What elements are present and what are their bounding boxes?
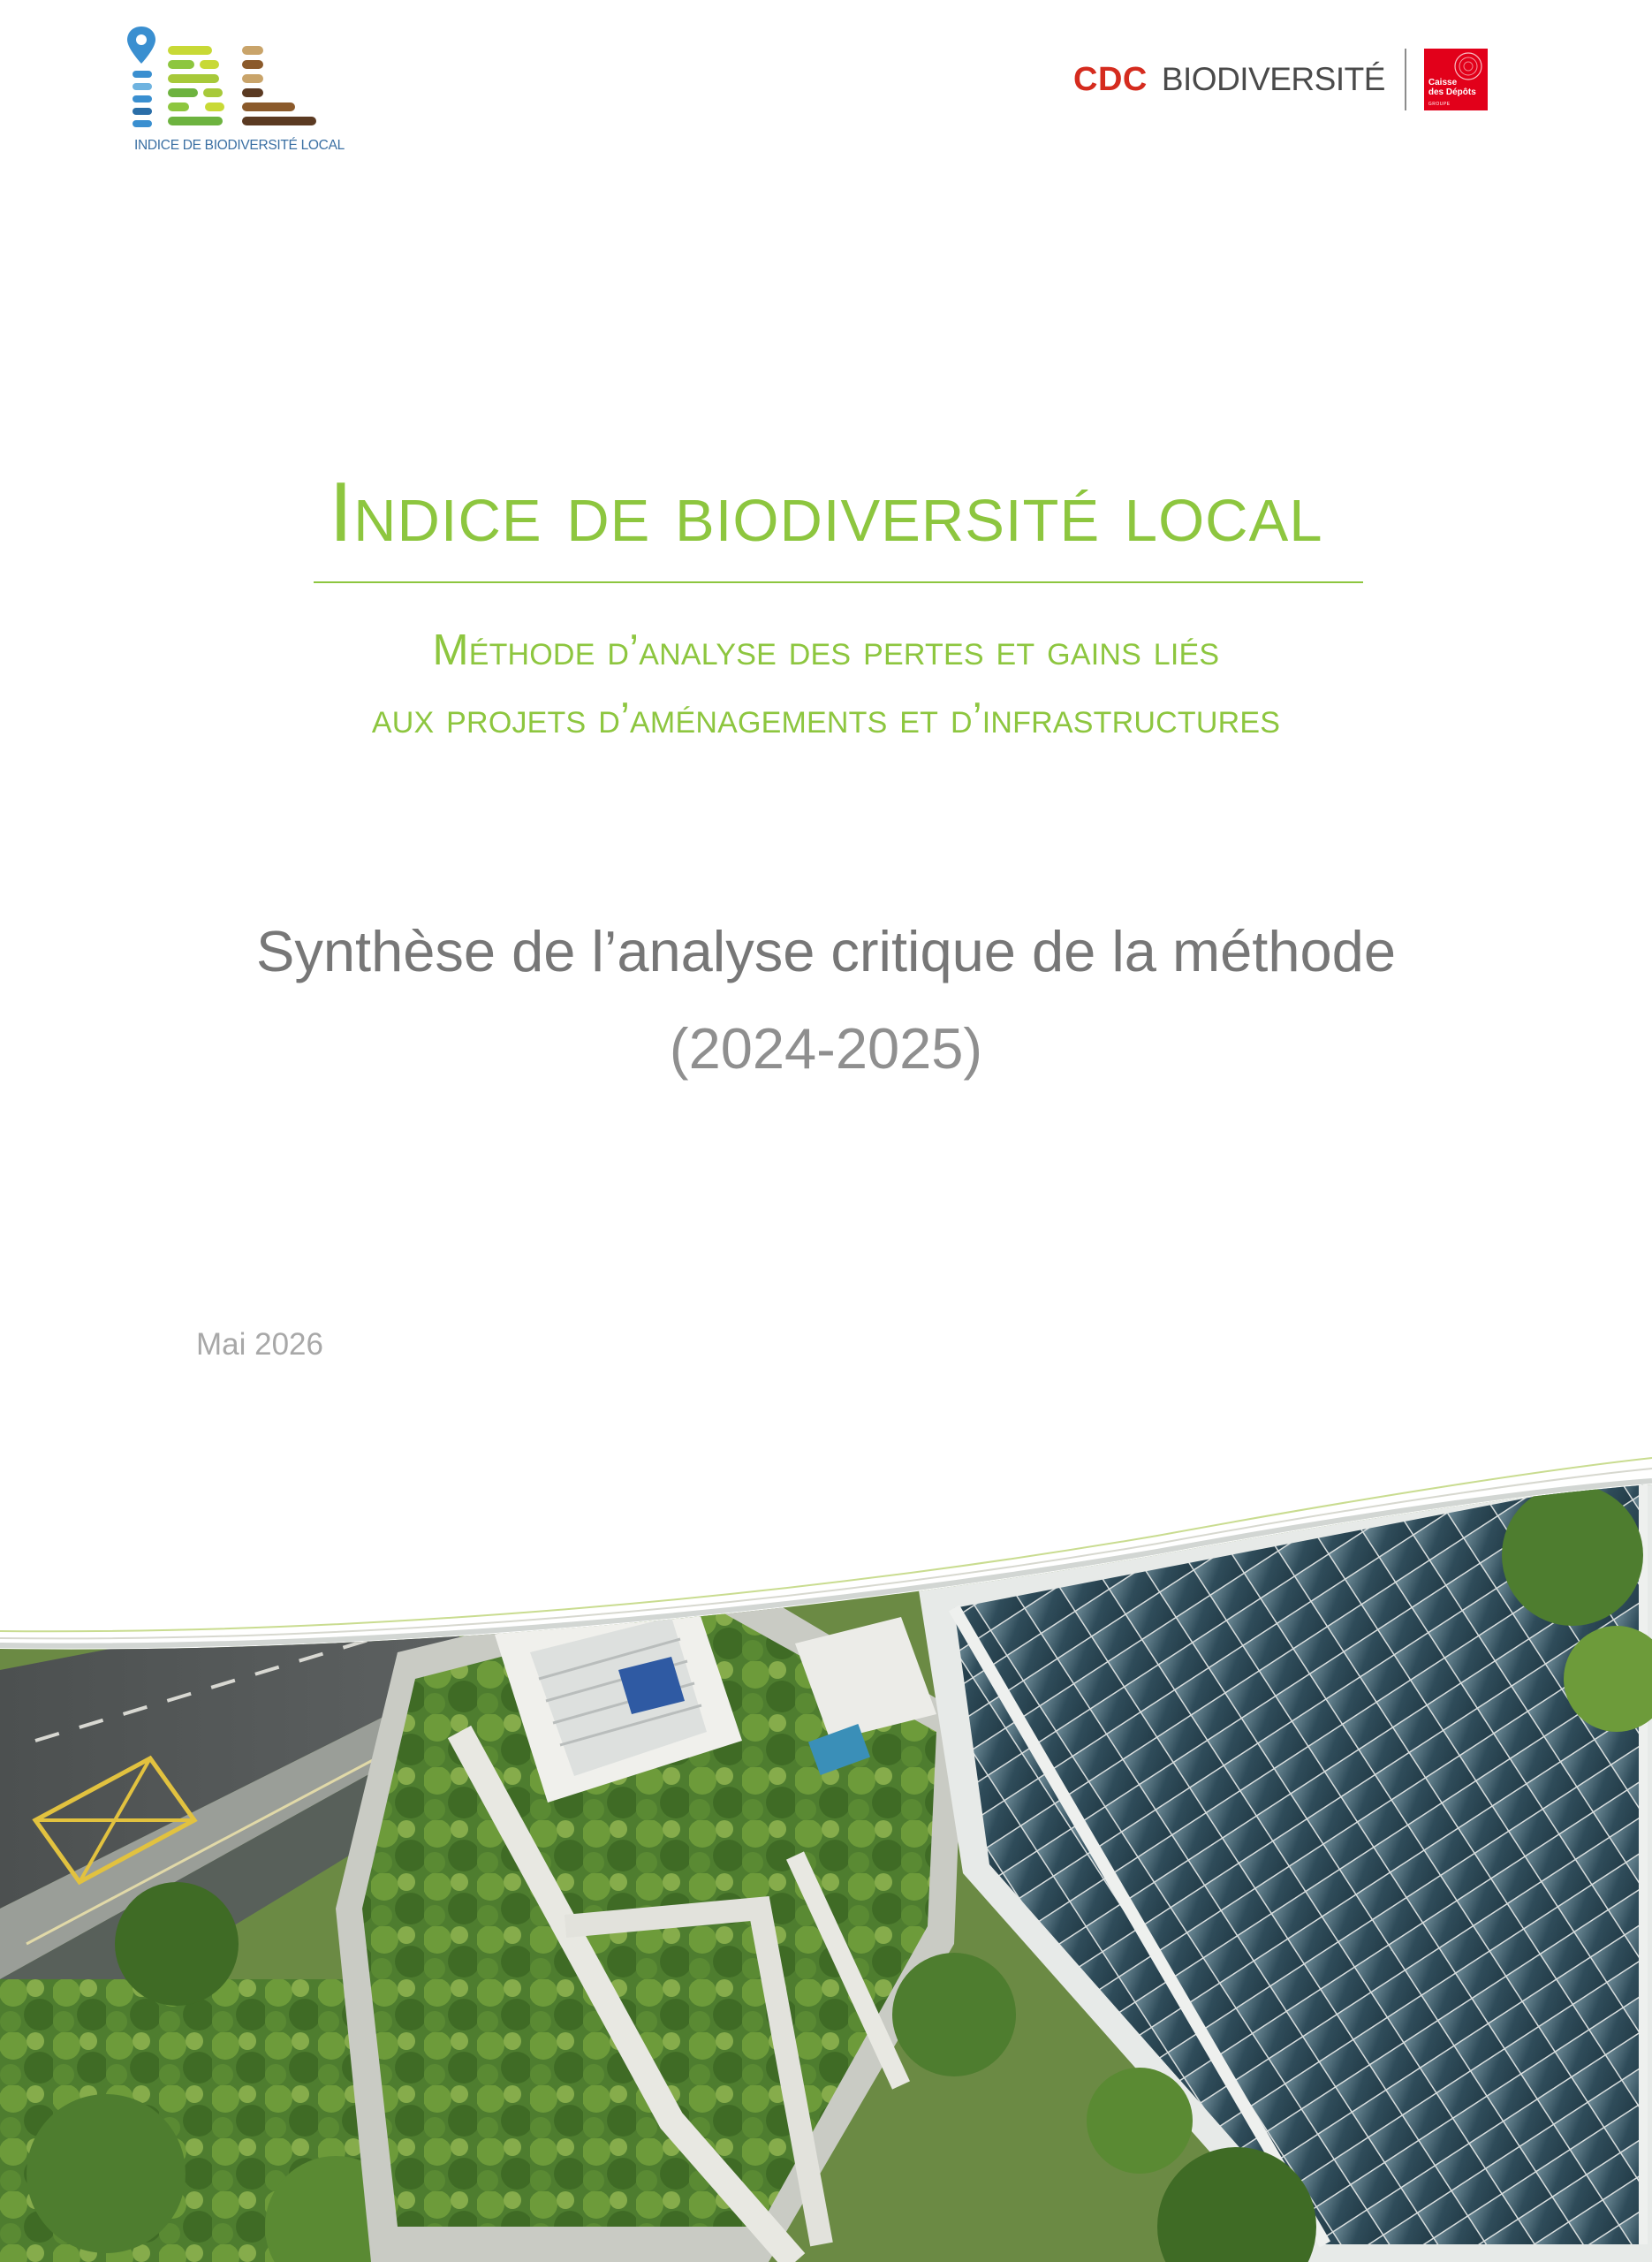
synthesis-period: (2024-2025) [669, 1016, 983, 1081]
subtitle-line-2: aux projets d’aménagements et d’infrastructures [371, 695, 1281, 742]
document-title: Indice de biodiversité local [329, 465, 1323, 559]
synthesis-heading [0, 903, 1652, 1097]
ibl-logo-mark [125, 25, 329, 135]
caisse-logo-text: Caisse des Dépôts [1428, 78, 1476, 97]
caisse-des-depots-logo [1424, 49, 1488, 110]
caisse-logo-sub: GROUPE [1428, 102, 1451, 107]
logo-divider [1405, 49, 1406, 110]
ibl-tagline: INDICE DE BIODIVERSITÉ LOCAL [134, 138, 345, 153]
aerial-green-building-photo-icon [0, 1449, 1652, 2262]
synthesis-line-1: Synthèse de l’analyse critique de la méthode [256, 919, 1396, 983]
document-subtitle [0, 617, 1652, 753]
cover-photo [0, 1449, 1652, 2262]
cdc-logo-strong: CDC [1073, 60, 1148, 98]
publication-date: Mai 2026 [196, 1327, 323, 1362]
subtitle-line-1: Méthode d’analyse des pertes et gains liés [432, 626, 1220, 674]
cdc-logo-light: BIODIVERSITÉ [1161, 61, 1385, 97]
title-underline [314, 581, 1363, 583]
cdc-biodiversite-logo [1056, 35, 1515, 124]
ibl-logo [125, 25, 345, 159]
